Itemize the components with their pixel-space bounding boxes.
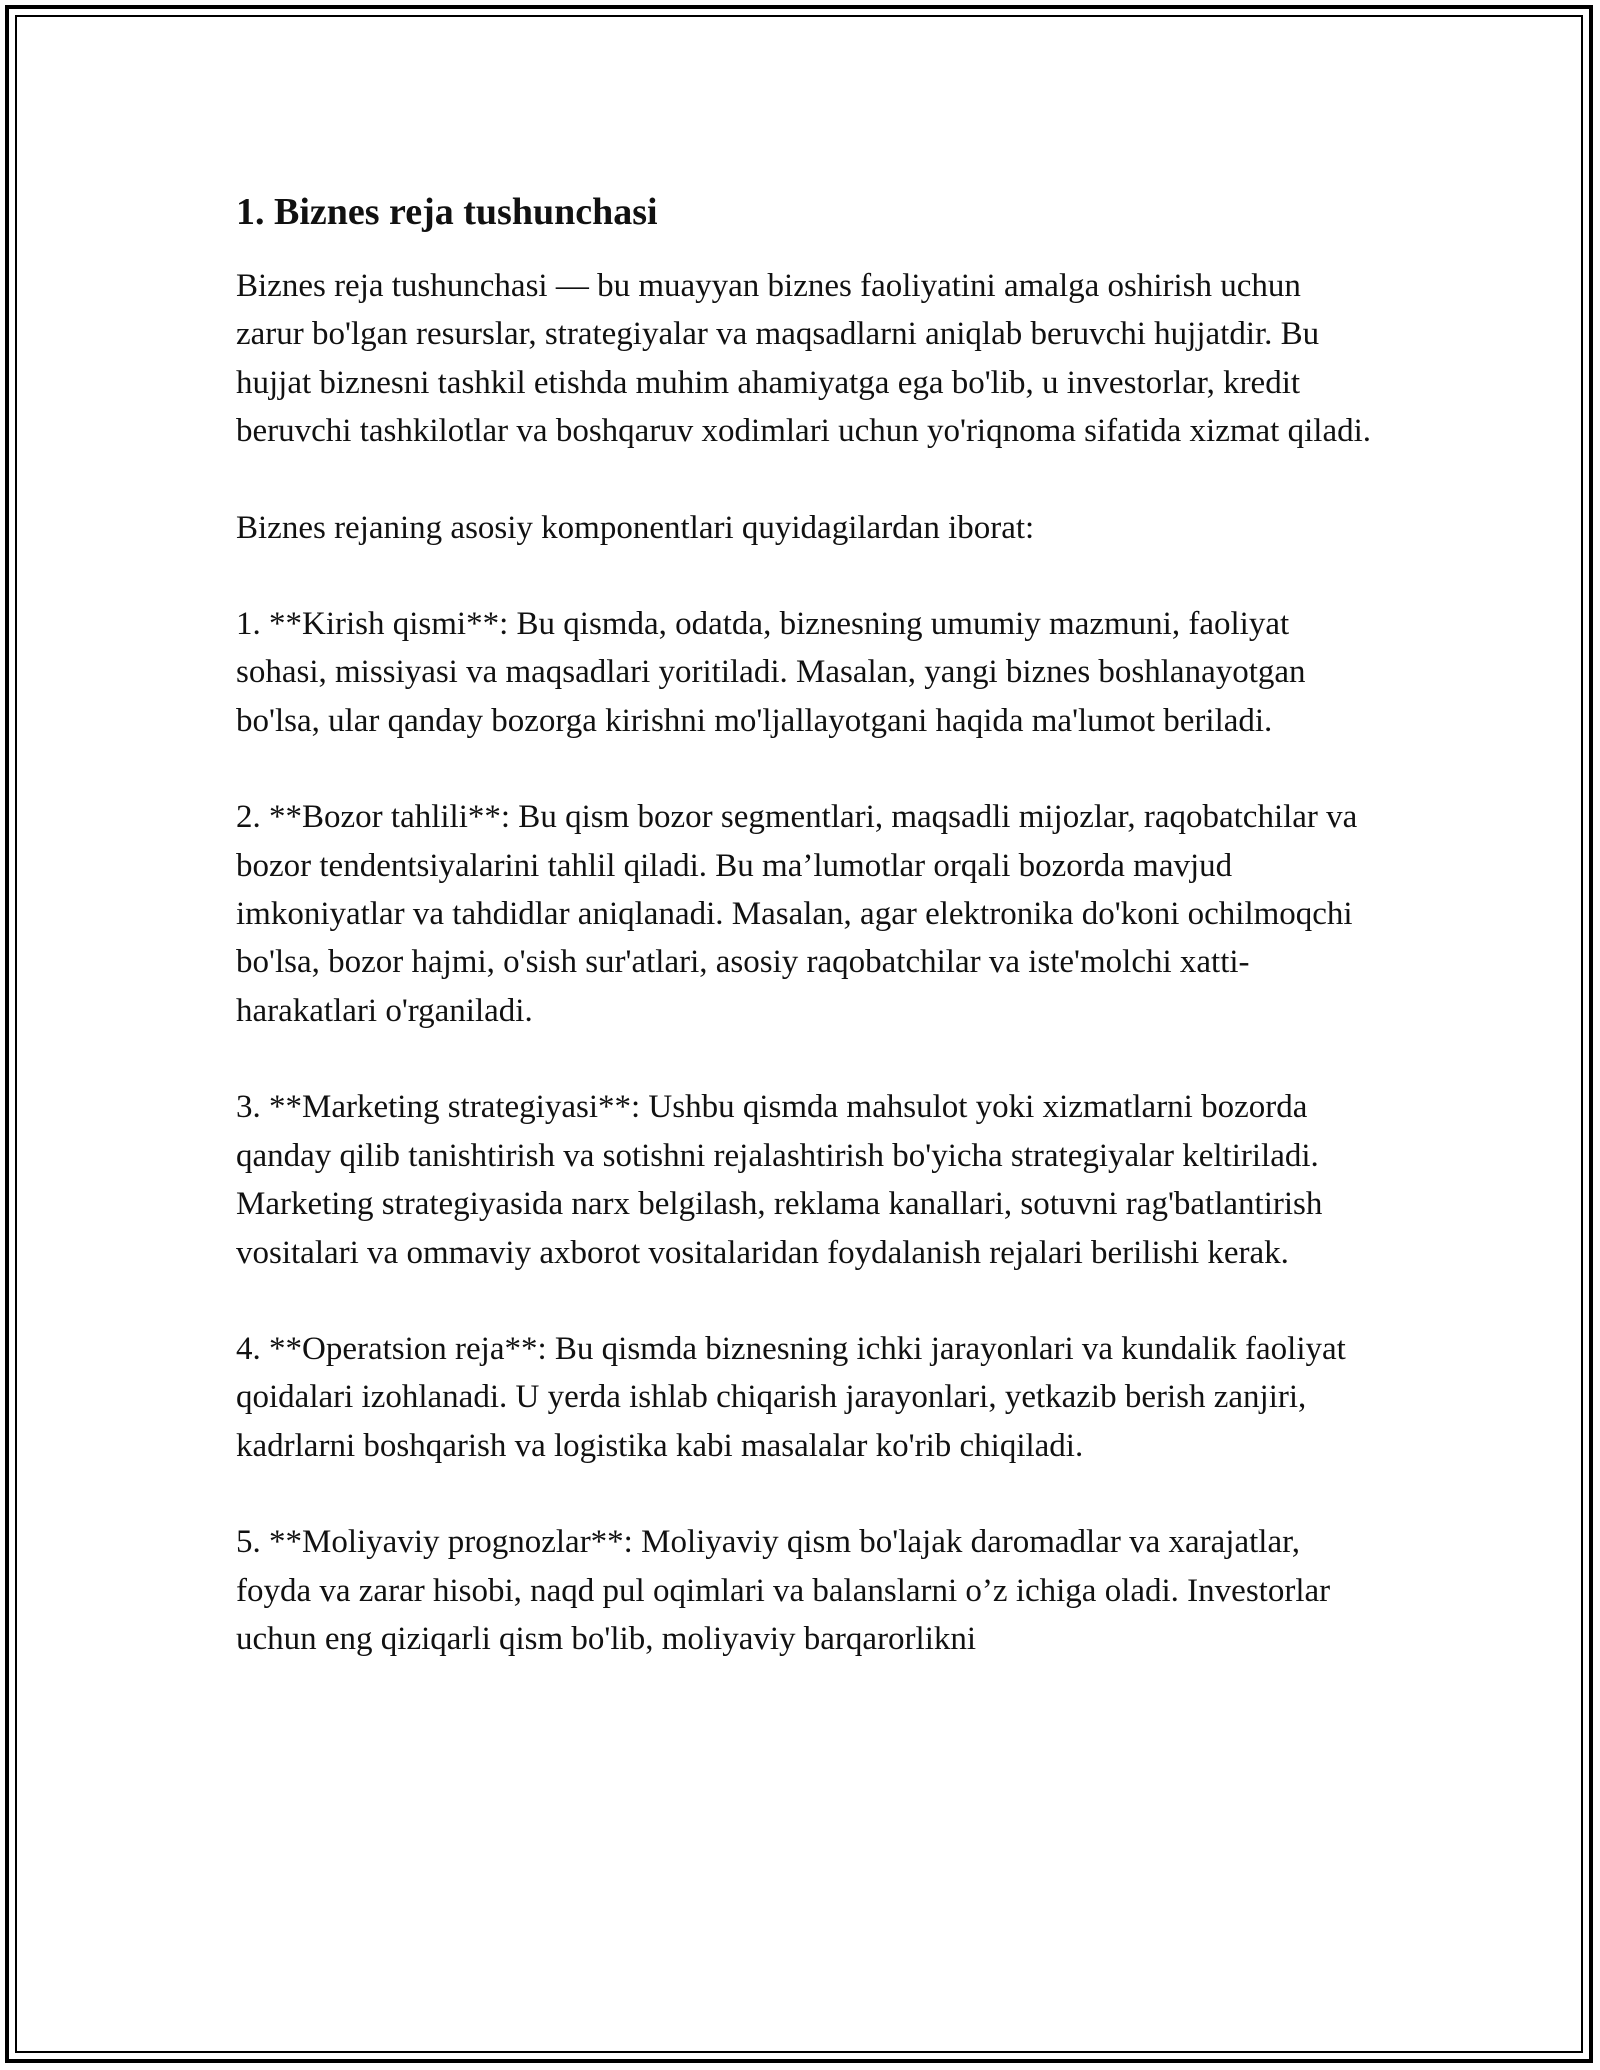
paragraph-components-intro: Biznes rejaning asosiy komponentlari quyidagilardan iborat: [236,509,1035,546]
paragraph-item-financial-forecasts: 5. **Moliyaviy prognozlar**: Moliyaviy qism bo'lajak daromadlar va xarajatlar, foyda va zarar hisobi, naqd pul oqimlari va balanslarni o’z ichiga oladi. Investorlar uchun eng qiziqarli qism bo'lib, moliyaviy barqarorlikni [236,1524,1331,1657]
paragraph-definition: Biznes reja tushunchasi — bu muayyan biznes faoliyatini amalga oshirish uchun zarur bo'lgan resurslar, strategiyalar va maqsadlarni aniqlab beruvchi hujjatdir. Bu hujjat biznesni tashkil etishda muhim ahamiyatga ega bo'lib, u investorlar, kredit beruvchi tashkilotlar va boshqaruv xodimlari uchun yo'riqnoma sifatida xizmat qiladi. [236,268,1372,450]
paragraph-item-operational-plan: 4. **Operatsion reja**: Bu qismda biznesning ichki jarayonlari va kundalik faoliyat qoidalari izohlanadi. U yerda ishlab chiqarish jarayonlari, yetkazib berish zanjiri, kadrlarni boshqarish va logistika kabi masalalar ko'rib chiqiladi. [236,1330,1346,1464]
section-heading: 1. Biznes reja tushunchasi [236,191,658,233]
paragraph-item-introduction: 1. **Kirish qismi**: Bu qismda, odatda, biznesning umumiy mazmuni, faoliyat sohasi, missiyasi va maqsadlari yoritiladi. Masalan, yangi biznes boshlanayotgan bo'lsa, ular qanday bozorga kirishni mo'ljallayotgani haqida ma'lumot beriladi. [236,606,1306,739]
document-body [236,186,1376,1663]
paragraph-item-market-analysis: 2. **Bozor tahlili**: Bu qism bozor segmentlari, maqsadli mijozlar, raqobatchilar va bozor tendentsiyalarini tahlil qiladi. Bu ma’lumotlar orqali bozorda mavjud imkoniyatlar va tahdidlar aniqlanadi. Masalan, agar elektronika do'koni ochilmoqchi bo'lsa, bozor hajmi, o'sish sur'atlari, asosiy raqobatchilar va iste'molchi xatti-harakatlari o'rganiladi. [236,799,1358,1029]
paragraph-item-marketing-strategy: 3. **Marketing strategiyasi**: Ushbu qismda mahsulot yoki xizmatlarni bozorda qanday qilib tanishtirish va sotishni rejalashtirish bo'yicha strategiyalar keltiriladi. Marketing strategiyasida narx belgilash, reklama kanallari, sotuvni rag'batlantirish vositalari va ommaviy axborot vositalaridan foydalanish rejalari berilishi kerak. [236,1089,1323,1271]
